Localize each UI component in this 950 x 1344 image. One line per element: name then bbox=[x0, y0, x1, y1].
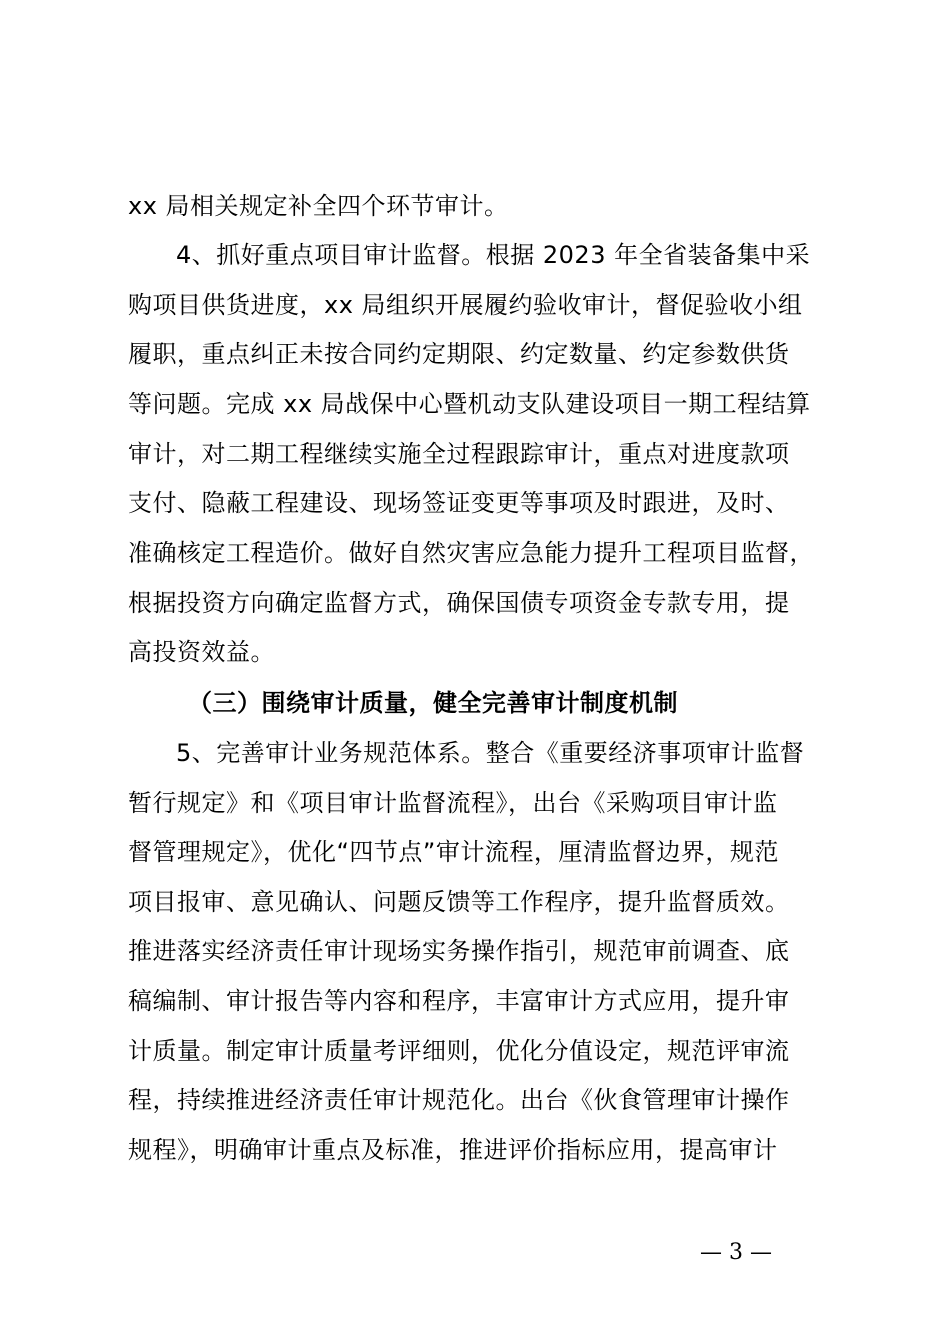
paragraph-line: 准确核定工程造价。做好自然灾害应急能力提升工程项目监督， bbox=[128, 539, 814, 567]
paragraph-line: 审计，对二期工程继续实施全过程跟踪审计，重点对进度款项 bbox=[128, 440, 790, 468]
paragraph-line: 计质量。制定审计质量考评细则，优化分值设定，规范评审流 bbox=[128, 1037, 790, 1065]
paragraph-line: 规程》，明确审计重点及标准，推进评价指标应用，提高审计 bbox=[128, 1136, 778, 1164]
paragraph-line: 暂行规定》和《项目审计监督流程》，出台《采购项目审计监 bbox=[128, 789, 778, 817]
paragraph-line: 购项目供货进度，xx 局组织开展履约验收审计，督促验收小组 bbox=[128, 291, 803, 319]
paragraph-line: 支付、隐蔽工程建设、现场签证变更等事项及时跟进，及时、 bbox=[128, 489, 790, 517]
paragraph-line: 推进落实经济责任审计现场实务操作指引，规范审前调查、底 bbox=[128, 937, 790, 965]
paragraph-line: 4、抓好重点项目审计监督。根据 2023 年全省装备集中采 bbox=[176, 241, 811, 269]
paragraph-line: xx 局相关规定补全四个环节审计。 bbox=[128, 192, 509, 220]
paragraph-line: 程，持续推进经济责任审计规范化。出台《伙食管理审计操作 bbox=[128, 1086, 790, 1114]
paragraph-line: 督管理规定》，优化“四节点”审计流程，厘清监督边界，规范 bbox=[128, 838, 779, 866]
paragraph-line: 项目报审、意见确认、问题反馈等工作程序，提升监督质效。 bbox=[128, 888, 790, 916]
section-heading: （三）围绕审计质量，健全完善审计制度机制 bbox=[188, 689, 678, 717]
paragraph-line: 根据投资方向确定监督方式，确保国债专项资金专款专用，提 bbox=[128, 589, 790, 617]
paragraph-line: 履职，重点纠正未按合同约定期限、约定数量、约定参数供货 bbox=[128, 340, 790, 368]
paragraph-line: 等问题。完成 xx 局战保中心暨机动支队建设项目一期工程结算 bbox=[128, 390, 811, 418]
page-number: — 3 — bbox=[700, 1240, 772, 1265]
paragraph-line: 5、完善审计业务规范体系。整合《重要经济事项审计监督 bbox=[176, 739, 805, 767]
paragraph-line: 高投资效益。 bbox=[128, 638, 275, 666]
paragraph-line: 稿编制、审计报告等内容和程序，丰富审计方式应用，提升审 bbox=[128, 987, 790, 1015]
